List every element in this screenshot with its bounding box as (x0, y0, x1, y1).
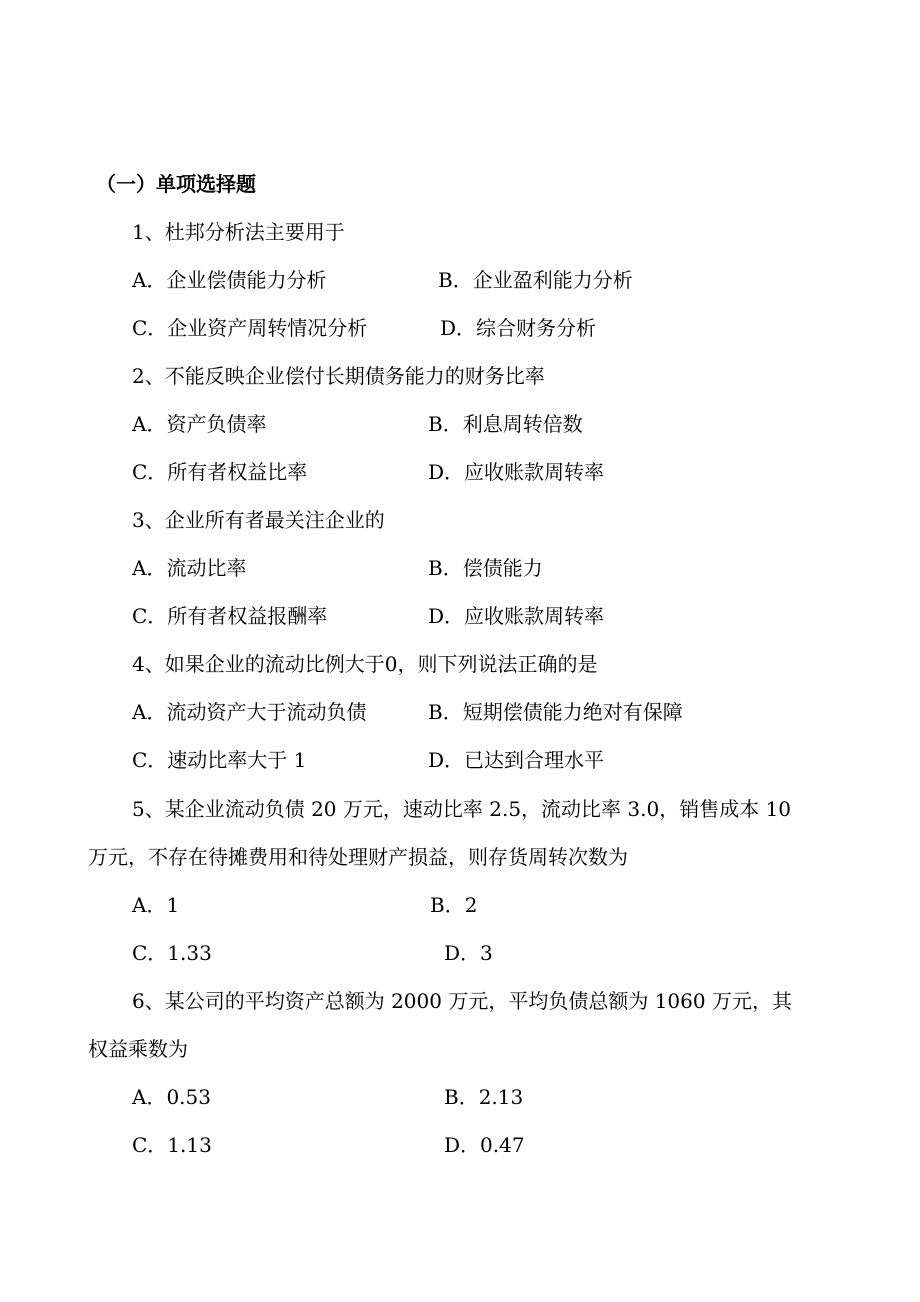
question-6-stem-line-1: 6、某公司的平均资产总额为 2000 万元，平均负债总额为 1060 万元，其 (132, 989, 792, 1013)
question-4-option-d: D．已达到合理水平 (428, 748, 605, 772)
question-2-option-b: B．利息周转倍数 (428, 412, 583, 436)
question-3-option-b: B．偿债能力 (428, 556, 543, 580)
question-3-stem: 3、企业所有者最关注企业的 (132, 508, 385, 532)
question-5-option-d: D．3 (444, 941, 493, 965)
question-3-option-c: C．所有者权益报酬率 (132, 604, 328, 628)
question-1-option-c: C．企业资产周转情况分析 (132, 316, 368, 340)
question-6-option-b: B．2.13 (444, 1085, 524, 1109)
question-4-option-a: A．流动资产大于流动负债 (132, 700, 367, 724)
question-5-option-a: A．1 (132, 893, 180, 917)
question-4-option-b: B．短期偿债能力绝对有保障 (428, 700, 683, 724)
question-4-stem: 4、如果企业的流动比例大于0，则下列说法正确的是 (132, 652, 598, 676)
question-5-stem-line-2: 万元，不存在待摊费用和待处理财产损益，则存货周转次数为 (88, 845, 628, 869)
question-2-option-d: D．应收账款周转率 (428, 460, 605, 484)
question-5-option-b: B．2 (430, 893, 478, 917)
question-1-option-d: D．综合财务分析 (440, 316, 597, 340)
question-6-stem-line-2: 权益乘数为 (88, 1037, 188, 1061)
question-2-stem: 2、不能反映企业偿付长期债务能力的财务比率 (132, 364, 545, 388)
question-5-option-c: C．1.33 (132, 941, 212, 965)
question-6-option-d: D．0.47 (444, 1133, 525, 1157)
question-6-option-a: A．0.53 (132, 1085, 211, 1109)
question-3-option-a: A．流动比率 (132, 556, 247, 580)
question-4-option-c: C．速动比率大于 1 (132, 748, 307, 772)
question-3-option-d: D．应收账款周转率 (428, 604, 605, 628)
question-1-option-b: B．企业盈利能力分析 (438, 268, 633, 292)
question-1-stem: 1、杜邦分析法主要用于 (132, 220, 345, 244)
question-5-stem-line-1: 5、某企业流动负债 20 万元，速动比率 2.5，流动比率 3.0，销售成本 10 (132, 797, 792, 821)
section-title: （一）单项选择题 (96, 172, 256, 196)
question-6-option-c: C．1.13 (132, 1133, 212, 1157)
question-2-option-a: A．资产负债率 (132, 412, 267, 436)
question-1-option-a: A．企业偿债能力分析 (132, 268, 327, 292)
question-2-option-c: C．所有者权益比率 (132, 460, 308, 484)
